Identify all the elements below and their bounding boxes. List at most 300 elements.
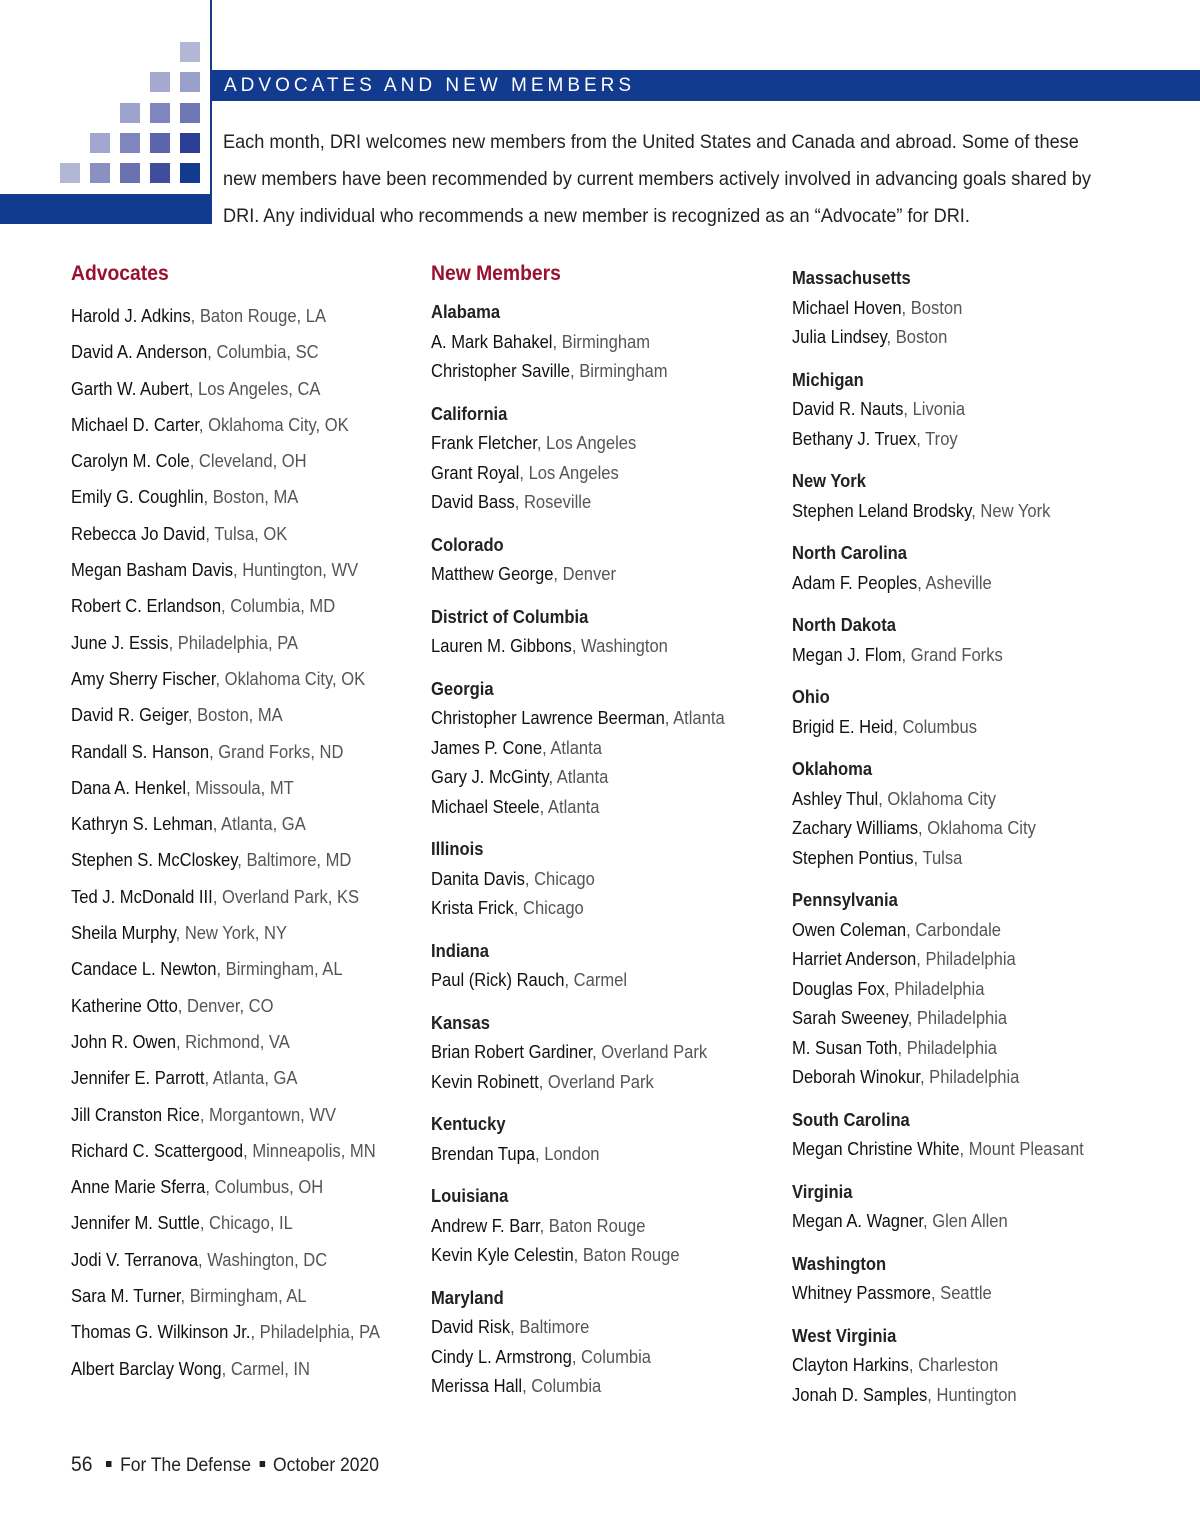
state-heading: Michigan — [792, 369, 864, 390]
new-members-column-2 — [792, 264, 1142, 1423]
header-accent-bar — [0, 194, 212, 224]
advocate-entry — [71, 1314, 393, 1350]
state-group — [431, 675, 781, 823]
member-name: Krista Frick — [431, 898, 514, 918]
member-city: , Troy — [916, 428, 958, 449]
member-name: Brigid E. Heid — [792, 716, 894, 737]
state-heading: District of Columbia — [431, 606, 589, 627]
advocate-location: , Birmingham, AL — [180, 1286, 307, 1307]
advocate-location: , Morgantown, WV — [199, 1104, 337, 1125]
advocate-entry — [71, 951, 393, 987]
member-name: Kevin Robinett — [431, 1071, 539, 1092]
decorative-square — [180, 133, 200, 153]
advocate-location: , Atlanta, GA — [212, 814, 306, 835]
member-name: Andrew F. Barr — [431, 1215, 540, 1236]
advocate-name: Jennifer M. Suttle — [71, 1213, 200, 1234]
member-name: Megan A. Wagner — [792, 1211, 924, 1231]
member-name: Brendan Tupa — [431, 1143, 536, 1164]
state-group — [431, 531, 781, 590]
member-city: , Philadelphia — [907, 1008, 1008, 1028]
advocates-list — [71, 298, 421, 1387]
member-name: Whitney Passmore — [792, 1283, 931, 1303]
member-city: , Boston — [901, 297, 963, 318]
advocate-name: Robert C. Erlandson — [71, 596, 222, 617]
new-members-list — [792, 264, 1142, 1410]
member-name: Adam F. Peoples — [792, 572, 918, 593]
state-group — [792, 264, 1142, 353]
advocate-location: , Huntington, WV — [233, 560, 359, 581]
state-heading: California — [431, 403, 508, 424]
member-entry — [431, 328, 753, 358]
member-name: Jonah D. Samples — [792, 1384, 928, 1405]
new-members-column-1 — [431, 262, 781, 1415]
state-heading: Pennsylvania — [792, 890, 898, 910]
page-number: 56 — [71, 1453, 93, 1476]
member-entry — [792, 1135, 1114, 1165]
member-entry — [431, 1038, 753, 1068]
advocate-name: Candace L. Newton — [71, 959, 217, 980]
advocate-location: , Richmond, VA — [175, 1031, 290, 1052]
advocate-entry — [71, 552, 393, 588]
member-name: Julia Lindsey — [792, 327, 887, 347]
member-name: Clayton Harkins — [792, 1355, 909, 1375]
member-city: , Philadelphia — [884, 978, 985, 999]
decorative-square — [120, 103, 140, 123]
state-group — [431, 1284, 781, 1402]
state-group — [792, 1106, 1142, 1165]
member-entry — [431, 704, 753, 734]
advocate-name: David R. Geiger — [71, 705, 188, 726]
state-heading: Illinois — [431, 839, 484, 859]
member-entry — [431, 357, 753, 387]
member-city: , Chicago — [524, 868, 595, 889]
advocate-name: Megan Basham Davis — [71, 560, 234, 581]
advocate-name: Katherine Otto — [71, 995, 178, 1016]
advocate-entry — [71, 734, 393, 770]
state-group — [431, 1110, 781, 1169]
advocate-name: Sara M. Turner — [71, 1286, 181, 1307]
advocate-entry — [71, 298, 393, 334]
advocate-name: Emily G. Coughlin — [71, 487, 204, 508]
state-heading: Massachusetts — [792, 268, 911, 288]
decorative-square — [150, 72, 170, 92]
member-entry — [431, 1372, 753, 1402]
decorative-square — [120, 133, 140, 153]
advocate-name: Jodi V. Terranova — [71, 1249, 199, 1270]
advocate-name: Amy Sherry Fischer — [71, 668, 216, 689]
member-city: , Overland Park — [592, 1042, 708, 1062]
member-entry — [431, 793, 753, 823]
advocate-entry — [71, 334, 393, 370]
member-city: , Glen Allen — [923, 1211, 1008, 1231]
advocate-entry — [71, 1024, 393, 1060]
member-entry — [431, 1343, 753, 1373]
state-group — [792, 1322, 1142, 1411]
advocate-location: , Denver, CO — [177, 995, 274, 1016]
member-city: , Atlanta — [664, 708, 725, 728]
member-entry — [792, 1279, 1114, 1309]
decorative-square — [120, 163, 140, 183]
advocate-name: Harold J. Adkins — [71, 306, 191, 326]
advocate-entry — [71, 1133, 393, 1169]
member-name: David R. Nauts — [792, 399, 904, 419]
member-name: Megan J. Flom — [792, 644, 902, 665]
advocate-location: , Los Angeles, CA — [188, 378, 321, 399]
member-name: Gary J. McGinty — [431, 767, 549, 787]
advocate-location: , Baton Rouge, LA — [190, 306, 326, 326]
member-city: , Philadelphia — [919, 1067, 1020, 1087]
decorative-square — [90, 133, 110, 153]
member-entry — [431, 865, 753, 895]
member-city: , Columbus — [893, 716, 978, 737]
member-entry — [431, 894, 753, 924]
advocate-entry — [71, 806, 393, 842]
member-city: , Atlanta — [542, 737, 602, 758]
advocates-column — [71, 262, 421, 1387]
advocate-name: Albert Barclay Wong — [71, 1358, 222, 1379]
advocate-entry — [71, 697, 393, 733]
state-group — [792, 1178, 1142, 1237]
advocate-entry — [71, 588, 393, 624]
member-city: , Roseville — [514, 492, 592, 512]
member-name: Brian Robert Gardiner — [431, 1042, 593, 1062]
member-city: , Seattle — [930, 1283, 992, 1303]
state-group — [431, 400, 781, 518]
state-group — [431, 937, 781, 996]
state-group — [792, 683, 1142, 742]
issue-date: October 2020 — [273, 1455, 379, 1476]
member-name: Owen Coleman — [792, 919, 907, 940]
advocate-entry — [71, 625, 393, 661]
member-entry — [792, 945, 1114, 975]
member-entry — [431, 459, 753, 489]
member-city: , Overland Park — [538, 1071, 654, 1092]
member-city: , Carmel — [564, 970, 628, 990]
advocate-location: , New York, NY — [175, 923, 288, 944]
advocates-heading: Advocates — [71, 262, 169, 285]
state-heading: Alabama — [431, 302, 501, 322]
member-city: , Baton Rouge — [573, 1245, 680, 1265]
member-name: Michael Steele — [431, 796, 540, 817]
advocate-location: , Birmingham, AL — [216, 959, 343, 980]
member-entry — [431, 632, 753, 662]
member-name: Cindy L. Armstrong — [431, 1346, 572, 1367]
header-divider-line — [210, 0, 212, 224]
advocate-name: Jill Cranston Rice — [71, 1104, 200, 1125]
advocate-entry — [71, 443, 393, 479]
member-name: Stephen Pontius — [792, 847, 914, 868]
state-heading: New York — [792, 471, 866, 491]
state-heading: Ohio — [792, 687, 830, 707]
new-members-heading: New Members — [431, 262, 561, 285]
member-entry — [792, 497, 1114, 527]
advocate-location: , Columbia, MD — [221, 596, 336, 617]
advocate-location: , Overland Park, KS — [212, 886, 360, 907]
member-entry — [431, 1241, 753, 1271]
state-heading: Georgia — [431, 678, 494, 699]
member-city: , Los Angeles — [536, 433, 637, 453]
advocate-entry — [71, 516, 393, 552]
member-name: Harriet Anderson — [792, 949, 917, 969]
advocate-entry — [71, 1278, 393, 1314]
member-entry — [431, 1068, 753, 1098]
advocate-location: , Cleveland, OH — [189, 451, 307, 472]
member-entry — [792, 814, 1114, 844]
member-name: Deborah Winokur — [792, 1067, 920, 1087]
member-entry — [792, 323, 1114, 353]
state-group — [792, 366, 1142, 455]
state-heading: Washington — [792, 1253, 887, 1274]
advocate-location: , Columbia, SC — [207, 342, 319, 363]
state-heading: South Carolina — [792, 1109, 910, 1130]
advocate-entry — [71, 661, 393, 697]
advocate-name: Randall S. Hanson — [71, 741, 210, 762]
advocate-name: Garth W. Aubert — [71, 378, 189, 399]
member-city: , Oklahoma City — [918, 818, 1036, 838]
member-entry — [792, 1063, 1114, 1093]
member-name: Kevin Kyle Celestin — [431, 1245, 574, 1265]
advocate-entry — [71, 1205, 393, 1241]
member-entry — [792, 395, 1114, 425]
member-city: , Carbondale — [906, 919, 1001, 940]
member-city: , Philadelphia — [897, 1037, 998, 1058]
state-group — [431, 1182, 781, 1271]
member-name: Frank Fletcher — [431, 433, 537, 453]
bullet-separator — [106, 1461, 112, 1467]
decorative-square — [90, 163, 110, 183]
member-name: David Risk — [431, 1317, 511, 1337]
member-name: M. Susan Toth — [792, 1037, 898, 1058]
member-entry — [792, 425, 1114, 455]
advocate-name: John R. Owen — [71, 1031, 176, 1052]
state-heading: Kansas — [431, 1012, 490, 1033]
advocate-location: , Boston, MA — [187, 705, 283, 726]
advocate-location: , Boston, MA — [203, 487, 299, 508]
member-city: , Grand Forks — [901, 644, 1003, 665]
member-city: , Birmingham — [569, 361, 668, 381]
member-entry — [792, 641, 1114, 671]
decorative-square — [150, 163, 170, 183]
member-city: , Baltimore — [510, 1317, 590, 1337]
member-name: David Bass — [431, 492, 515, 512]
publication-name: For The Defense — [120, 1455, 251, 1476]
member-city: , Asheville — [917, 572, 992, 593]
member-name: James P. Cone — [431, 737, 543, 758]
member-city: , London — [535, 1143, 600, 1164]
member-city: , Denver — [553, 564, 617, 584]
advocate-location: , Washington, DC — [198, 1249, 328, 1270]
decorative-square — [180, 42, 200, 62]
member-name: Matthew George — [431, 564, 554, 584]
advocate-location: , Missoula, MT — [186, 777, 294, 798]
state-heading: West Virginia — [792, 1325, 897, 1346]
advocate-entry — [71, 1169, 393, 1205]
member-name: Paul (Rick) Rauch — [431, 970, 565, 990]
advocate-entry — [71, 1242, 393, 1278]
member-name: Stephen Leland Brodsky — [792, 500, 972, 521]
advocate-entry — [71, 915, 393, 951]
advocate-name: Sheila Murphy — [71, 923, 176, 944]
decorative-square — [180, 103, 200, 123]
state-group — [431, 835, 781, 924]
member-name: A. Mark Bahakel — [431, 331, 553, 352]
advocate-name: Kathryn S. Lehman — [71, 814, 213, 835]
member-city: , Washington — [571, 636, 668, 656]
member-name: Bethany J. Truex — [792, 428, 917, 449]
state-group — [792, 467, 1142, 526]
advocate-location: , Grand Forks, ND — [209, 741, 344, 762]
member-city: , Charleston — [908, 1355, 999, 1375]
advocate-location: , Baltimore, MD — [237, 850, 352, 871]
member-name: Grant Royal — [431, 462, 520, 483]
state-group — [792, 1250, 1142, 1309]
advocate-location: , Tulsa, OK — [205, 523, 288, 544]
advocate-entry — [71, 371, 393, 407]
advocate-location: , Oklahoma City, OK — [215, 668, 366, 689]
member-city: , Baton Rouge — [539, 1215, 646, 1236]
member-entry — [792, 713, 1114, 743]
advocate-location: , Oklahoma City, OK — [198, 414, 349, 435]
decorative-square — [60, 163, 80, 183]
advocate-name: Michael D. Carter — [71, 414, 199, 435]
member-entry — [431, 1212, 753, 1242]
member-entry — [792, 785, 1114, 815]
member-city: , Oklahoma City — [878, 788, 997, 809]
advocate-entry — [71, 1351, 393, 1387]
state-heading: North Carolina — [792, 543, 908, 563]
state-heading: Kentucky — [431, 1114, 506, 1134]
member-name: Douglas Fox — [792, 978, 885, 999]
member-entry — [431, 1140, 753, 1170]
member-entry — [431, 429, 753, 459]
state-heading: Maryland — [431, 1287, 504, 1308]
state-heading: Oklahoma — [792, 759, 873, 779]
member-city: , Mount Pleasant — [959, 1139, 1084, 1159]
member-entry — [431, 734, 753, 764]
state-heading: Colorado — [431, 534, 504, 555]
decorative-square — [150, 103, 170, 123]
decorative-square — [180, 72, 200, 92]
advocate-entry — [71, 407, 393, 443]
advocate-entry — [71, 1060, 393, 1096]
advocate-entry — [71, 842, 393, 878]
member-city: , Boston — [886, 327, 948, 347]
advocate-location: , Columbus, OH — [205, 1177, 324, 1198]
decorative-square — [180, 163, 200, 183]
member-entry — [431, 1313, 753, 1343]
member-city: , Los Angeles — [519, 462, 619, 483]
advocate-location: , Philadelphia, PA — [168, 632, 299, 653]
member-city: , Huntington — [927, 1384, 1017, 1405]
advocate-name: June J. Essis — [71, 632, 169, 653]
state-group — [792, 755, 1142, 873]
member-name: Lauren M. Gibbons — [431, 636, 572, 656]
member-entry — [792, 1034, 1114, 1064]
state-group — [431, 298, 781, 387]
page-footer — [71, 1453, 379, 1477]
advocate-location: , Chicago, IL — [199, 1213, 293, 1234]
state-group — [431, 603, 781, 662]
member-entry — [431, 488, 753, 518]
member-city: , Chicago — [513, 898, 584, 918]
advocate-entry — [71, 770, 393, 806]
advocate-name: Anne Marie Sferra — [71, 1177, 206, 1198]
advocate-name: David A. Anderson — [71, 342, 208, 363]
member-city: , Atlanta — [539, 796, 600, 817]
member-city: , Tulsa — [913, 847, 963, 868]
member-entry — [431, 763, 753, 793]
decorative-square — [150, 133, 170, 153]
advocate-name: Thomas G. Wilkinson Jr. — [71, 1322, 251, 1343]
advocate-entry — [71, 879, 393, 915]
member-city: , Philadelphia — [916, 949, 1016, 969]
new-members-list — [431, 298, 781, 1402]
state-group — [792, 886, 1142, 1093]
member-entry — [792, 1381, 1114, 1411]
member-city: , New York — [971, 500, 1051, 521]
advocate-location: , Minneapolis, MN — [243, 1140, 376, 1161]
section-banner: ADVOCATES AND NEW MEMBERS — [212, 70, 1200, 101]
advocate-name: Jennifer E. Parrott — [71, 1068, 205, 1089]
member-city: , Birmingham — [552, 331, 651, 352]
member-entry — [792, 975, 1114, 1005]
advocate-location: , Carmel, IN — [221, 1358, 310, 1379]
state-heading: Louisiana — [431, 1186, 509, 1206]
member-name: Danita Davis — [431, 868, 525, 889]
advocate-name: Stephen S. McCloskey — [71, 850, 238, 871]
advocate-location: , Philadelphia, PA — [250, 1322, 380, 1343]
state-heading: Indiana — [431, 940, 489, 961]
member-entry — [792, 916, 1114, 946]
member-entry — [792, 844, 1114, 874]
member-city: , Atlanta — [548, 767, 609, 787]
member-name: Zachary Williams — [792, 818, 919, 838]
member-name: Ashley Thul — [792, 788, 879, 809]
member-entry — [792, 569, 1114, 599]
intro-paragraph: Each month, DRI welcomes new members from the United States and Canada and abroad. Some of these new members have been recommended by current members actively involved in advancing goals shared by DRI. Any individual who recommends a new member is recognized as an “Advocate” for DRI. — [223, 131, 1091, 227]
advocate-name: Richard C. Scattergood — [71, 1140, 244, 1161]
state-heading: Virginia — [792, 1181, 853, 1202]
member-entry — [431, 966, 753, 996]
member-name: Megan Christine White — [792, 1139, 960, 1159]
member-entry — [792, 294, 1114, 324]
advocate-name: Carolyn M. Cole — [71, 451, 190, 472]
advocate-name: Dana A. Henkel — [71, 777, 187, 798]
state-heading: North Dakota — [792, 615, 896, 635]
advocate-entry — [71, 988, 393, 1024]
advocate-name: Ted J. McDonald III — [71, 886, 213, 907]
member-city: , Columbia — [522, 1376, 602, 1396]
member-entry — [792, 1351, 1114, 1381]
advocate-entry — [71, 1097, 393, 1133]
member-name: Sarah Sweeney — [792, 1008, 908, 1028]
member-entry — [431, 560, 753, 590]
member-city: , Columbia — [571, 1346, 651, 1367]
state-group — [431, 1009, 781, 1098]
member-entry — [792, 1004, 1114, 1034]
bullet-separator — [259, 1461, 265, 1467]
state-group — [792, 539, 1142, 598]
member-name: Christopher Lawrence Beerman — [431, 708, 665, 728]
member-entry — [792, 1207, 1114, 1237]
state-group — [792, 611, 1142, 670]
advocate-name: Rebecca Jo David — [71, 523, 206, 544]
advocate-location: , Atlanta, GA — [204, 1068, 298, 1089]
member-city: , Livonia — [903, 399, 966, 419]
member-name: Michael Hoven — [792, 297, 902, 318]
member-name: Christopher Saville — [431, 361, 570, 381]
advocate-entry — [71, 479, 393, 515]
